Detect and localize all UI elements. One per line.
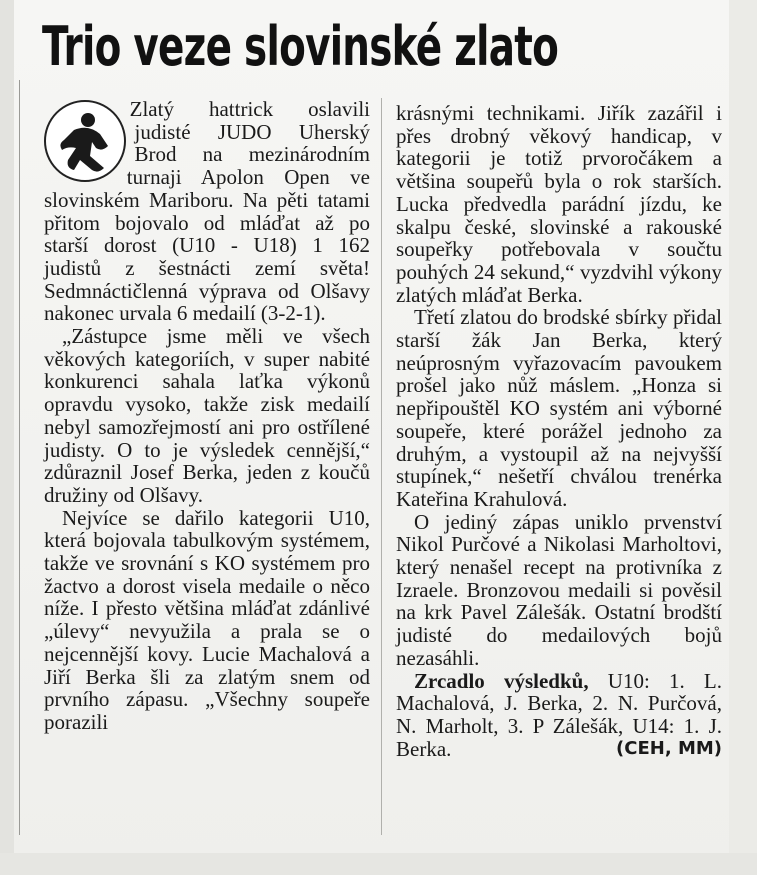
paragraph-silver-bronze: O jediný zápas uniklo prvenství Nikol Purčové a Nikolasi Marholtovi, který nenašel recept na protivníka z Izraele. Bronzovou medaili si pověsil na krk Pavel Zálešák. Ostatní brodští judisté do medailových bojů nezasáhli. — [396, 509, 722, 670]
paragraph-u10: Nejvíce se dařilo kategorii U10, která bojovala tabulkovým systémem, takže ve srovnání s KO systémem pro žactvo a dorost visela medaile o něco níže. I přesto většina mláďat zdánlivé „úlevy“ nevyužila a prala se o nejcennější kovy. Lucie Machalová a Jiří Berka šli za zlatým snem od prvního zápasu. „Všechny soupeře porazili — [44, 505, 370, 734]
paragraph-quote-berka: „Zástupce jsme měli ve všech věkových kategoriích, v super nabité konkurenci sahala laťka výkonů opravdu vysoko, takže zisk medailí nebyl samozřejmostí ani pro ostřílené judisty. O to je výsledek cennější,“ zdůraznil Josef Berka, jeden z koučů družiny od Olšavy. — [44, 324, 370, 507]
column-divider — [381, 98, 382, 835]
paragraph-third-gold: Třetí zlatou do brodské sbírky přidal starší žák Jan Berka, který neúprosným vyřazovacím pavoukem prošel jako nůž máslem. „Honza si nepřipouštěl KO systém ani výborné soupeře, které porážel jednoho za druhým, a vystoupil až na nejvyšší stupínek,“ nešetří chválou trenérka Kateřina Krahulová. — [396, 305, 722, 511]
bottom-page-edge — [0, 853, 757, 875]
results-text: U10: 1. L. Machalová, J. Berka, 2. N. Purčová, N. Marholt, 3. P Zálešák, U14: 1. J. Berka. — [396, 668, 722, 761]
byline: (CEH, MM) — [616, 737, 722, 759]
article-column-left — [44, 98, 370, 734]
adjacent-column-edge — [0, 0, 14, 875]
paragraph-intro: Zlatý hattrick oslavili judisté JUDO Uherský Brod na mezinárodním turnaji Apolon Open ve slovinském Mariboru. Na pěti tatami přitom bojovalo od mláďat až po starší dorost (U10 - U18) 1 162 judistů z šestnácti zemí světa! Sedmnáctičlenná výprava od Olšavy nakonec urvala 6 medailí (3-2-1). — [44, 97, 370, 326]
article-headline: Trio veze slovinské zlato — [42, 15, 559, 78]
judo-athlete-icon — [44, 100, 126, 182]
paragraph-results — [396, 670, 722, 761]
column-rule — [19, 80, 20, 835]
paragraph-continued: krásnými technikami. Jiřík zazářil i přes drobný věkový handicap, v kategorii je totiž prvoročákem a většina soupeřů byla o rok starších. Lucka předvedla parádní jízdu, ke skalpu české, slovinské a rakouské soupeřky potřebovala v součtu pouhých 24 sekund,“ vyzdvihl výkony zlatých mláďat Berka. — [396, 101, 722, 307]
results-label: Zrcadlo výsledků, — [414, 668, 589, 693]
right-page-edge — [729, 0, 757, 875]
article-column-right — [396, 102, 722, 760]
